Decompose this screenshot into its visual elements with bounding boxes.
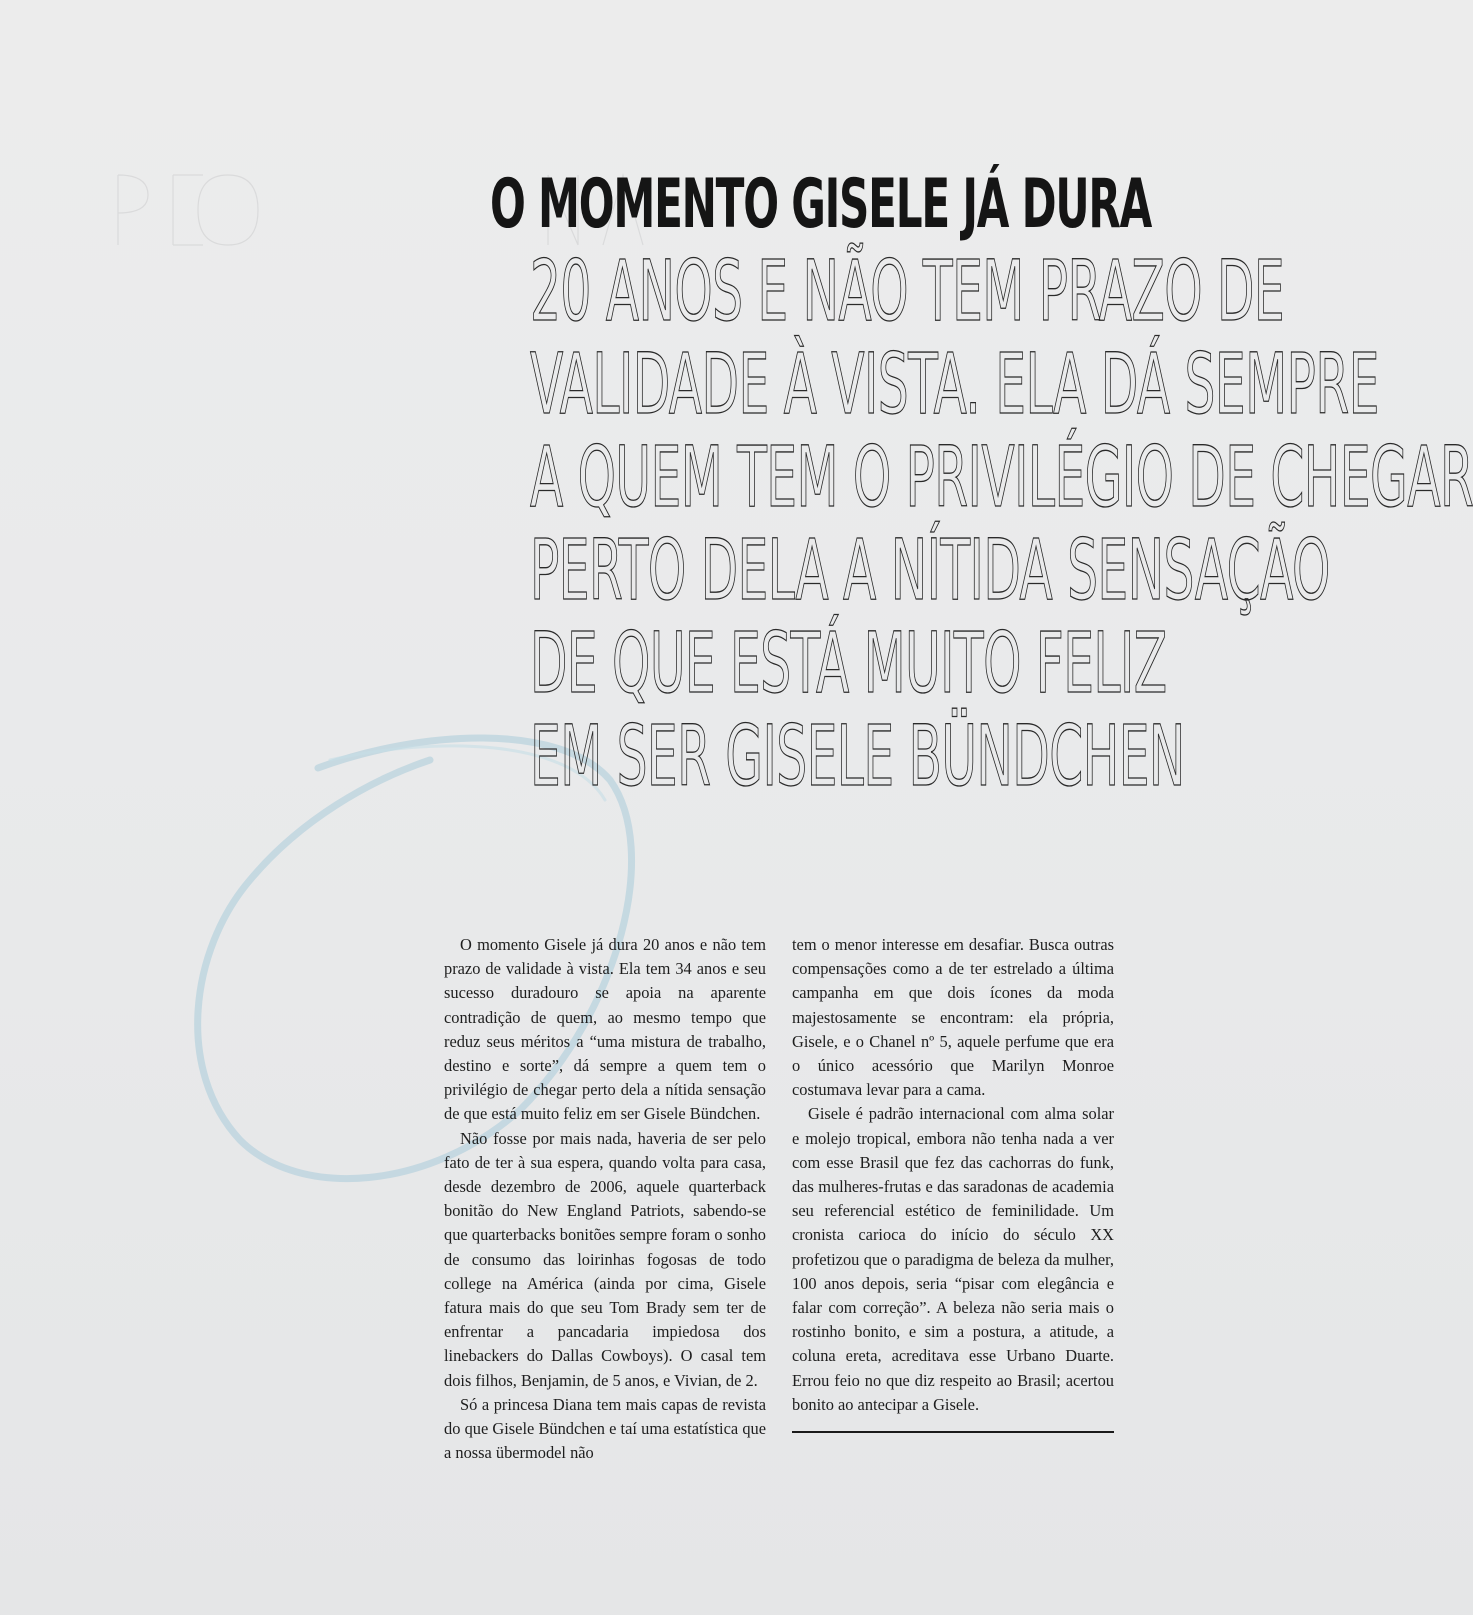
- paragraph-3-continued: tem o menor interesse em desafiar. Busca outras compensações como a de ter estrelado a última campanha em que dois ícones da moda majestosamente se encontram: ela própria, Gisele, e o Chanel nº 5, aquele perfume que era o único acessório que Marilyn Monroe costumava levar para a cama.: [792, 935, 1114, 1100]
- headline-line-3: VALIDADE À VISTA. ELA DÁ SEMPRE: [530, 335, 1379, 433]
- article-column-left: [444, 933, 766, 1465]
- article-body: [444, 933, 1114, 1465]
- headline-line-1: O MOMENTO GISELE JÁ DURA: [490, 165, 1151, 244]
- paragraph-1: O momento Gisele já dura 20 anos e não tem prazo de validade à vista. Ela tem 34 anos e seu sucesso duradouro se apoia na aparente contradição de quem, ao mesmo tempo que reduz seus méritos a “uma mistura de trabalho, destino e sorte”, dá sempre a quem tem o privilégio de chegar perto dela a nítida sensação de que está muito feliz em ser Gisele Bündchen.: [444, 935, 766, 1124]
- headline-line-4: A QUEM TEM O PRIVILÉGIO DE CHEGAR: [530, 428, 1473, 526]
- end-rule: [792, 1431, 1114, 1433]
- headline-line-5: PERTO DELA A NÍTIDA SENSAÇÃO: [530, 521, 1330, 619]
- article-column-right: [792, 933, 1114, 1465]
- paragraph-2: Não fosse por mais nada, haveria de ser pelo fato de ter à sua espera, quando volta para casa, desde dezembro de 2006, aquele quarterback bonitão do New England Patriots, sabendo-se que quarterbacks bonitões sempre foram o sonho de consumo das loirinhas fogosas de todo college na América (ainda por cima, Gisele fatura mais do que seu Tom Brady sem ter de enfrentar a pancadaria impiedosa dos linebackers do Dallas Cowboys). O casal tem dois filhos, Benjamin, de 5 anos, e Vivian, de 2.: [444, 1128, 766, 1390]
- paragraph-4: Gisele é padrão internacional com alma solar e molejo tropical, embora não tenha nada a ver com esse Brasil que fez das cachorras do funk, das mulheres-frutas e das saradonas de academia seu referencial estético de feminilidade. Um cronista carioca do início do século XX profetizou que o paradigma de beleza da mulher, 100 anos depois, seria “pisar com elegância e falar com correção”. A beleza não seria mais o rostinho bonito, e sim a postura, a atitude, a coluna ereta, acreditava esse Urbano Duarte. Errou feio no que diz respeito ao Brasil; acertou bonito ao antecipar a Gisele.: [792, 1104, 1114, 1414]
- headline-line-6: DE QUE ESTÁ MUITO FELIZ: [530, 614, 1167, 712]
- headline-line-7: EM SER GISELE BÜNDCHEN: [530, 707, 1185, 805]
- paragraph-3: Só a princesa Diana tem mais capas de revista do que Gisele Bündchen e taí uma estatística que a nossa übermodel não: [444, 1394, 766, 1463]
- headline-line-2: 20 ANOS E NÃO TEM PRAZO DE: [530, 242, 1285, 340]
- headline: [110, 165, 1473, 805]
